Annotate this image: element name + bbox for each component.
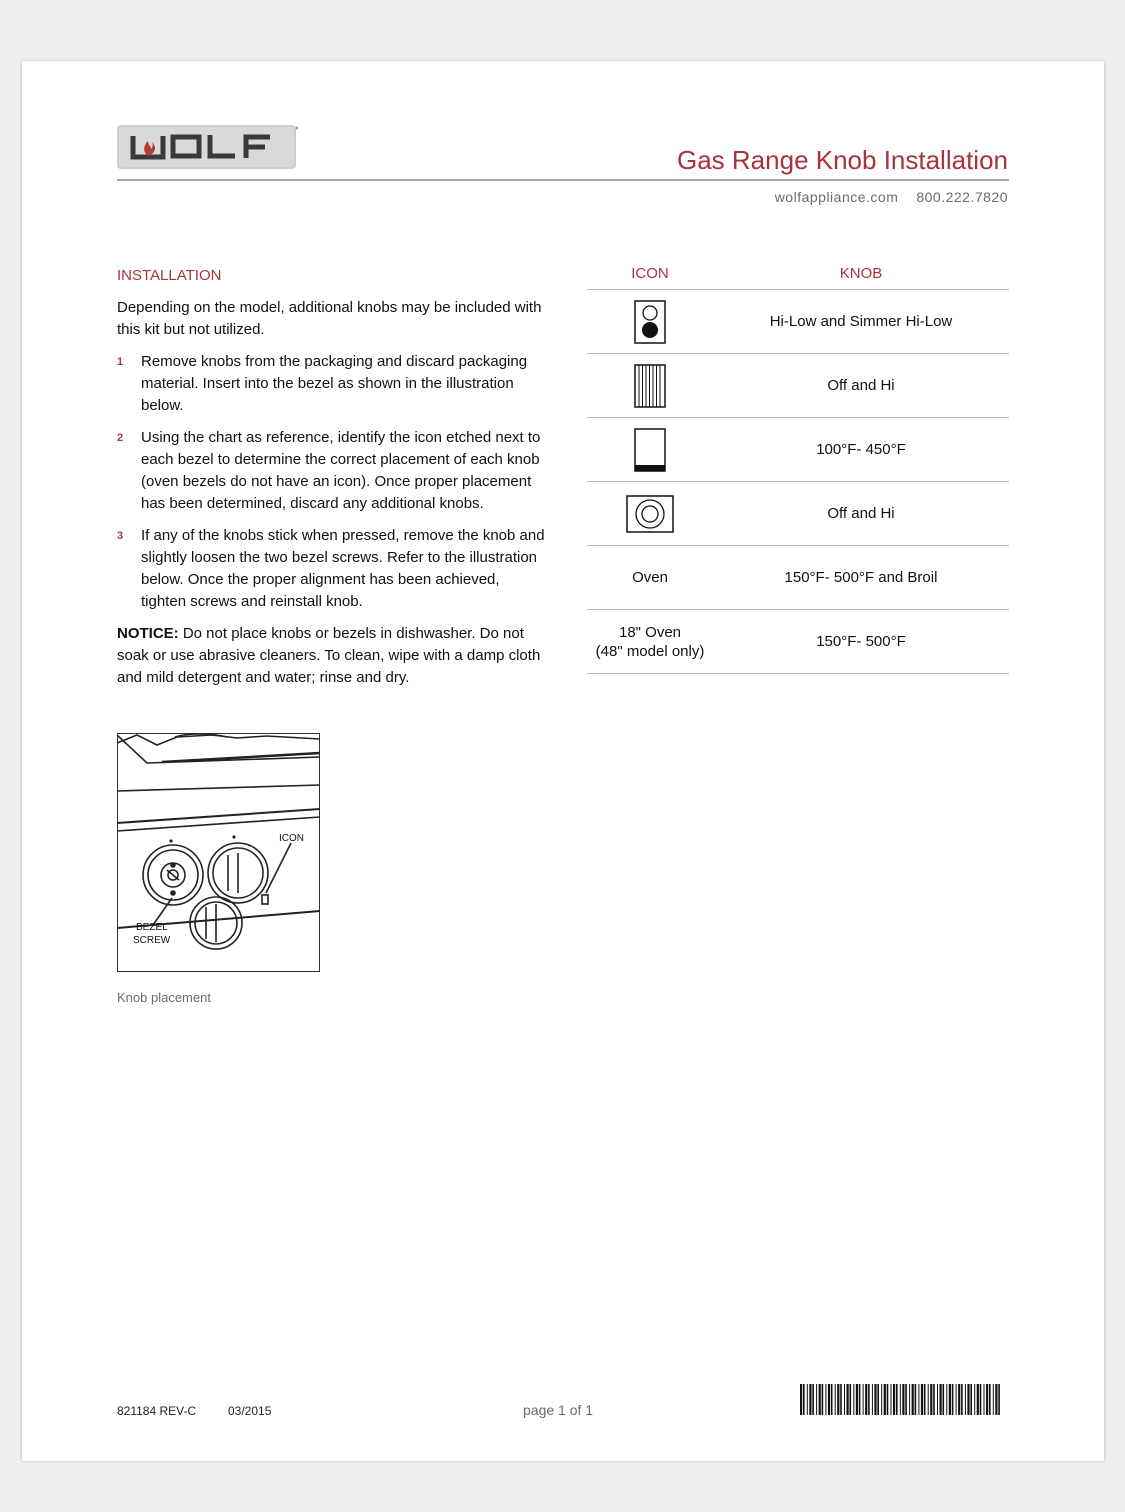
table-header (587, 265, 1009, 290)
knob-placement-illustration (117, 733, 320, 972)
step-item (117, 525, 547, 613)
off-hi-lines-icon (634, 364, 666, 408)
step-number: 2 (117, 432, 124, 444)
step-number: 3 (117, 530, 124, 542)
page-number: page 1 of 1 (523, 1402, 594, 1418)
knob-cell: Off and Hi (827, 505, 895, 522)
table-row (587, 354, 1009, 418)
screw-callout-label: SCREW (133, 935, 171, 946)
step-item (117, 427, 547, 515)
column-header-knob: KNOB (839, 265, 883, 282)
step-number: 1 (117, 356, 124, 368)
step-text: If any of the knobs stick when pressed, remove the knob and slightly loosen the two bezel screws. Refer to the illustration below. Once the proper alignment has been achieved, tighten screws and reinstall knob. (141, 527, 545, 610)
griddle-icon (634, 428, 666, 472)
installation-section (117, 265, 547, 689)
header-rule (117, 179, 1009, 181)
hi-low-icon (634, 300, 666, 344)
notice-text: Do not place knobs or bezels in dishwasher. Do not soak or use abrasive cleaners. To clean, wipe with a damp cloth and mild detergent and water; rinse and dry. (117, 625, 541, 686)
icon-callout-label: ICON (279, 833, 304, 844)
table-row (587, 610, 1009, 674)
document-date: 03/2015 (228, 1404, 272, 1418)
page-title: Gas Range Knob Installation (677, 145, 1008, 175)
notice-label: NOTICE: (117, 625, 179, 642)
barcode (800, 1384, 1000, 1415)
document-page (22, 61, 1104, 1461)
knob-cell: Off and Hi (827, 377, 895, 394)
table-row (587, 482, 1009, 546)
step-text: Remove knobs from the packaging and discard packaging material. Insert into the bezel as shown in the illustration below. (141, 353, 528, 414)
document-number: 821184 REV-C (117, 1404, 197, 1418)
icon-cell: 18" Oven (48" model only) (595, 623, 705, 660)
table-row (587, 290, 1009, 354)
knob-cell: 150°F- 500°F and Broil (784, 569, 938, 586)
icon-cell: Oven (632, 569, 668, 586)
table-row (587, 418, 1009, 482)
table-row (587, 546, 1009, 610)
step-item (117, 351, 547, 417)
bezel-callout-label: BEZEL (136, 922, 168, 933)
illustration-caption: Knob placement (117, 990, 211, 1005)
contact-info (775, 189, 1008, 205)
concentric-circle-icon (626, 495, 674, 533)
column-header-icon: ICON (631, 265, 669, 282)
step-text: Using the chart as reference, identify the icon etched next to each bezel to determine the correct placement of each knob (oven bezels do not have an icon). Once proper placement has been determined, discard any additional knobs. (141, 429, 541, 512)
wolf-logo (117, 125, 298, 169)
installation-intro: Depending on the model, additional knobs may be included with this kit but not utilized. (117, 299, 542, 338)
notice-paragraph (117, 623, 547, 689)
knob-icon-table (587, 265, 1009, 674)
knob-cell: 150°F- 500°F (816, 633, 906, 650)
knob-cell: Hi-Low and Simmer Hi-Low (769, 313, 953, 330)
website-link[interactable]: wolfappliance.com (774, 189, 899, 205)
phone-number: 800.222.7820 (916, 189, 1008, 205)
installation-heading: INSTALLATION (117, 267, 222, 284)
knob-cell: 100°F- 450°F (816, 441, 906, 458)
